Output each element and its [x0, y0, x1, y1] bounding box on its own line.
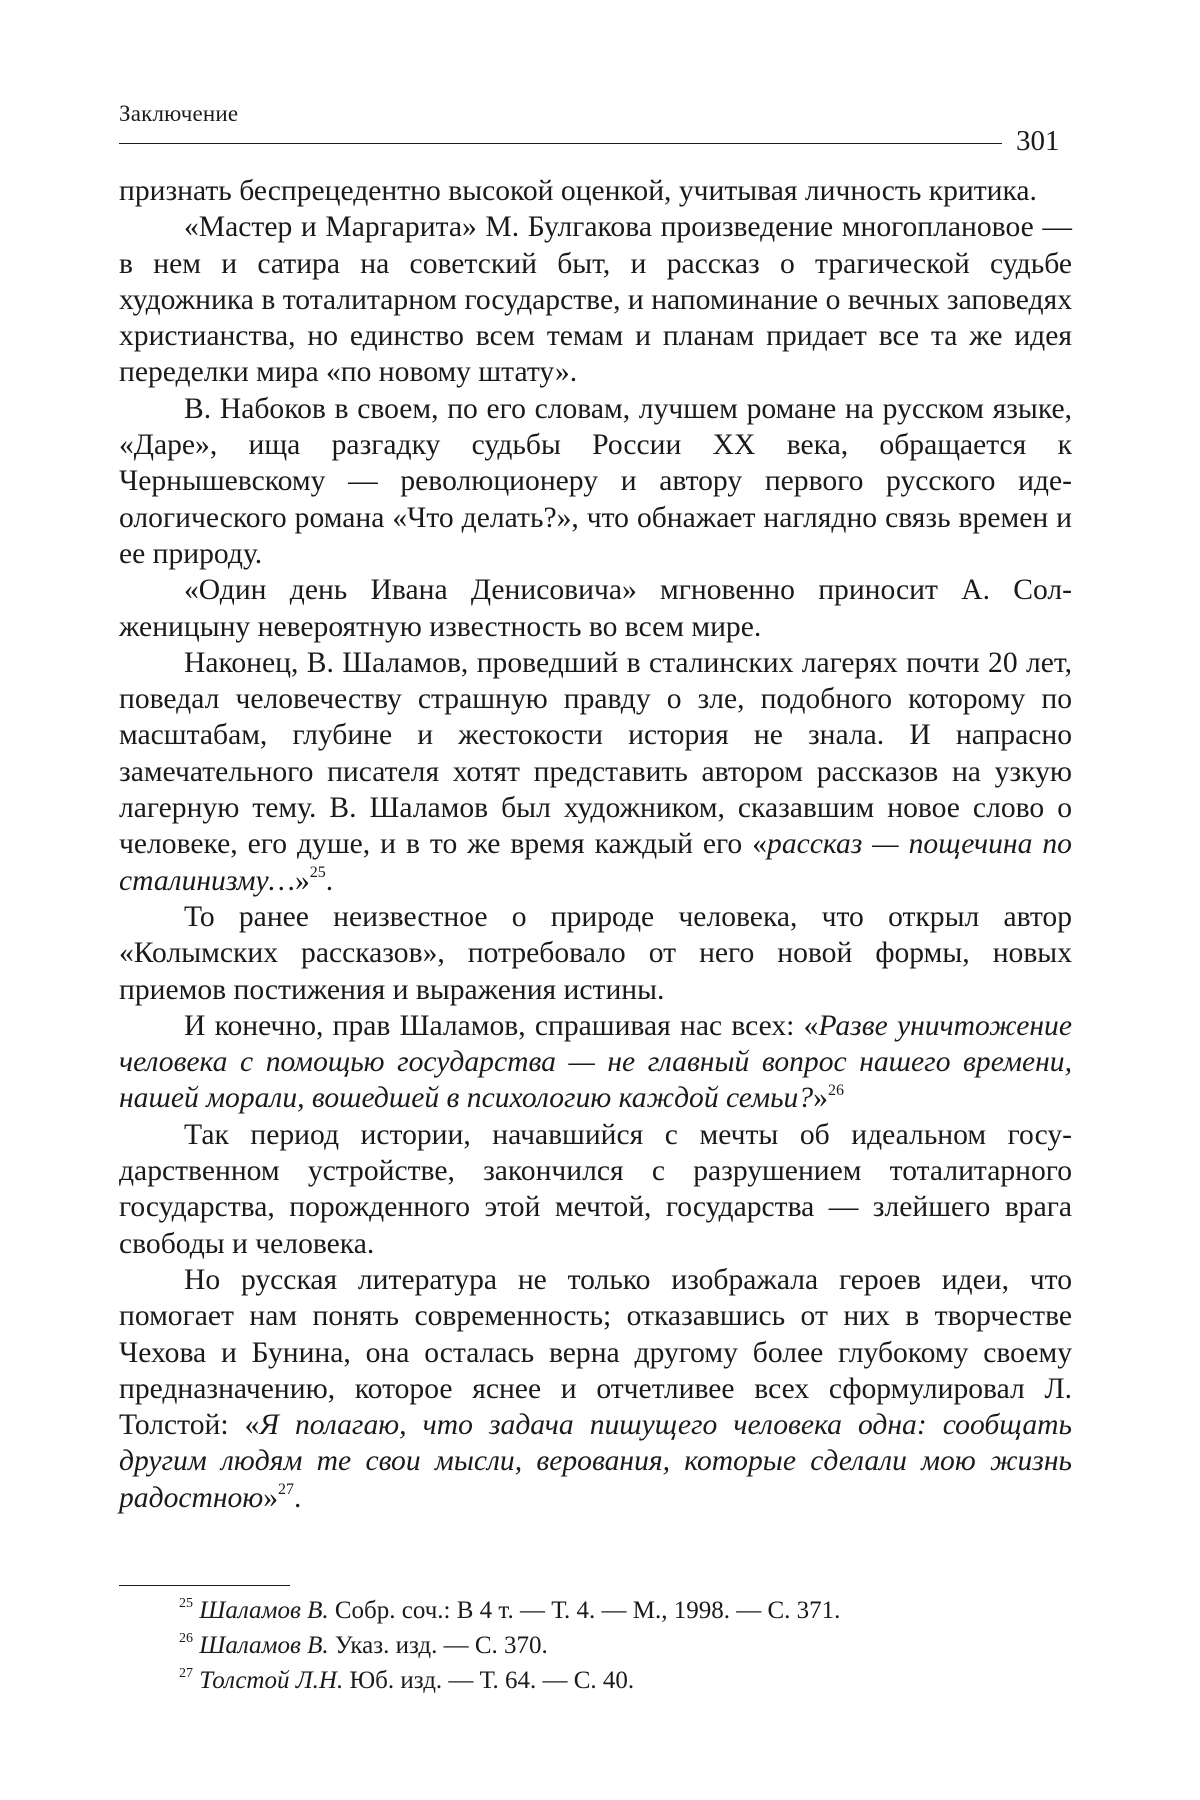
footnote-author: Толстой Л.Н.	[199, 1667, 344, 1694]
footnote-text: Указ. изд. — С. 370.	[328, 1632, 548, 1659]
footnote-author: Шаламов В.	[199, 1597, 329, 1624]
italic-quote: рассказ — пощечина по сталинизму…	[119, 828, 1072, 897]
footnote	[119, 1628, 1072, 1663]
text-run: «Мастер и Маргарита» М. Булгакова произведение многоплановое — в нем и сатира на советский быт, и рассказ о трагической судьбе художника в тоталитарном государстве, и напоминание о вечных заповедях христианства, но единство всем темам и планам придает все та же идея переделки мира «по новому штату».	[119, 211, 1072, 389]
footnote-rule	[119, 1585, 290, 1586]
text-run: Наконец, В. Шаламов, проведший в сталинских лагерях почти 20 лет, поведал человечеству страшную правду о зле, подобного которому по масштабам, глубине и жестокости история не знала. И напрасно замечательного писателя хотят представить автором рассказов на узкую лагерную тему. В. Шаламов был художником, сказавшим новое слово о человеке, его душе, и в то же время каждый его «	[119, 646, 1072, 861]
italic-quote: Разве уничтожение человека с помощью государства — не главный вопрос нашего времени, нашей морали, вошедшей в психологию каждой семьи?	[119, 1009, 1072, 1115]
paragraph	[119, 173, 1072, 209]
footnote-ref: 25	[309, 863, 326, 881]
paragraph	[119, 572, 1072, 645]
footnote-text: Собр. соч.: В 4 т. — Т. 4. — М., 1998. — С. 371.	[328, 1597, 841, 1624]
footnote-ref: 27	[278, 1480, 295, 1498]
paragraph	[119, 209, 1072, 390]
paragraph	[119, 645, 1072, 899]
footnotes	[119, 1593, 1072, 1698]
paragraph	[119, 899, 1072, 1008]
text-run: .	[294, 1481, 302, 1514]
text-run: »	[263, 1481, 279, 1514]
header-rule	[119, 143, 1002, 144]
footnote-text: Юб. изд. — Т. 64. — С. 40.	[343, 1667, 635, 1694]
footnote-number: 27	[179, 1665, 193, 1681]
text-run: »	[295, 864, 310, 897]
footnote-ref: 26	[827, 1081, 844, 1099]
text-run: признать беспрецедентно высокой оценкой, учитывая личность критика.	[119, 175, 1037, 207]
page-number: 301	[1016, 125, 1060, 157]
paragraph	[119, 1262, 1072, 1516]
paragraph	[119, 391, 1072, 572]
running-head: Заключение	[119, 101, 239, 126]
text-run: »	[813, 1082, 828, 1115]
footnote	[119, 1663, 1072, 1698]
text-run: В. Набоков в своем, по его словам, лучшем романе на русском языке, «Даре», ища разгадку судьбы России XX века, обращается к Чернышевскому — революционеру и автору первого русского идеологического романа «Что делать?», что обнажает наглядно связь времен и ее природу.	[119, 392, 1072, 570]
text-run: .	[325, 864, 334, 897]
footnote-number: 25	[179, 1595, 193, 1611]
text-run: Так период истории, начавшийся с мечты об идеальном государственном устройстве, закончился с разрушением тоталитарного государства, порожденного этой мечтой, государства — злейшего врага свободы и человека.	[119, 1118, 1072, 1260]
footnote-number: 26	[179, 1630, 193, 1646]
text-run: Но русская литература не только изображала героев идеи, что помогает нам понять современность; отказавшись от них в творчестве Чехова и Бунина, она осталась верна другому более глубокому своему предназначению, которое яснее и отчетливее всех сформулировал Л. Толстой: «	[119, 1263, 1072, 1442]
text-run: То ранее неизвестное о природе человека, что открыл автор «Колымских рассказов», потребовало от него новой формы, новых приемов постижения и выражения истины.	[119, 900, 1072, 1006]
text-run: «Один день Ивана Денисовича» мгновенно приносит А. Солженицыну невероятную известность во всем мире.	[119, 574, 1072, 643]
footnote-author: Шаламов В.	[199, 1632, 329, 1659]
text-run: И конечно, прав Шаламов, спрашивая нас всех: «	[184, 1009, 819, 1042]
paragraph	[119, 1117, 1072, 1262]
italic-quote: Я полагаю, что задача пишущего человека одна: сообщать другим людям те свои мысли, верования, которые сделали мою жизнь радостною	[119, 1409, 1072, 1514]
footnote	[119, 1593, 1072, 1628]
body-text	[119, 173, 1072, 1516]
paragraph	[119, 1008, 1072, 1117]
